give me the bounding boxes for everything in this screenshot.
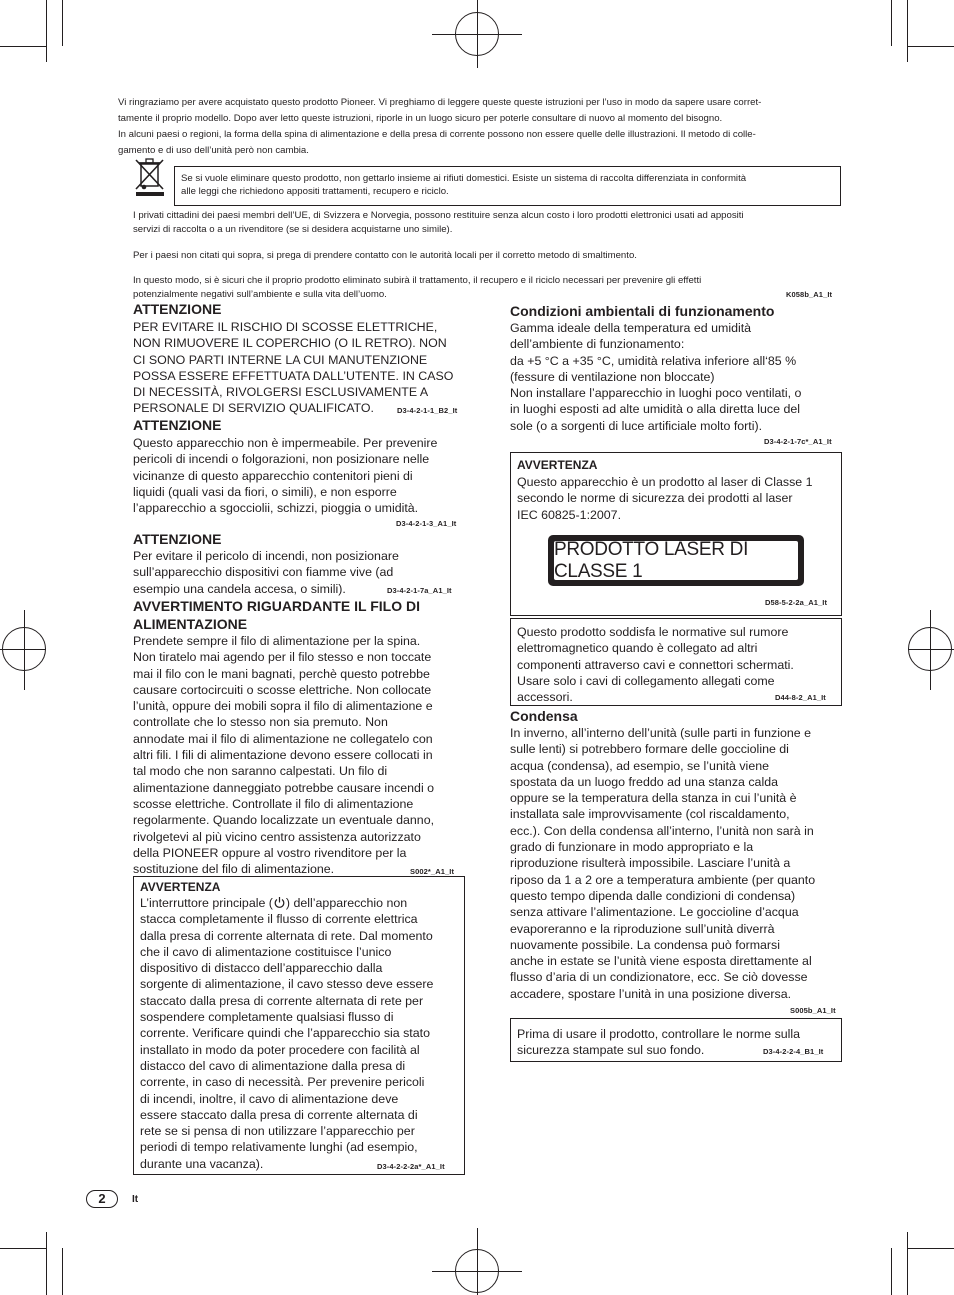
intro-line: tamente il proprio modello. Dopo aver letto queste istruzioni, riporle in un luogo sicuro per poterle consultare di nuovo al momento del bisogno.: [118, 113, 723, 124]
text-line: della PIONEER oppure al vostro rivenditore per la: [133, 845, 407, 860]
power-cord-heading: [133, 597, 468, 633]
text-line: Prima di usare il prodotto, controllare le norme sulla: [517, 1027, 801, 1041]
text-line: accessori.: [517, 690, 573, 705]
text-line: anche in estate se l’unità viene esposta direttamente al: [510, 954, 812, 969]
weee-paragraph: [133, 209, 843, 236]
power-standby-icon: [273, 896, 286, 909]
reference-code: D3-4-2-2-4_B1_It: [763, 1047, 824, 1056]
text-line: ecc.). Con della condensa all’interno, l’unità non sarà in: [510, 823, 814, 838]
text-line: sospendere completamente qualsiasi flusso di: [140, 1010, 394, 1025]
attenzione-heading: ATTENZIONE: [133, 531, 222, 547]
reference-code: D3-4-2-1-1_B2_It: [397, 406, 458, 415]
environment-heading: Condizioni ambientali di funzionamento: [510, 303, 775, 319]
weee-box-line: Se si vuole eliminare questo prodotto, non gettarlo insieme ai rifiuti domestici. Esiste un sistema di raccolta differenziata in conformità: [181, 173, 747, 184]
text-line: sulle lenti) si potrebbero formare delle goccioline di: [510, 742, 789, 757]
text-line: POSSA ESSERE EFFETTUATA DALL’UTENTE. IN CASO: [133, 368, 454, 383]
text-line: controllate che lo stesso non sia premuto. Non: [133, 715, 388, 730]
text-line: spostata da un luogo freddo ad una stanza calda: [510, 774, 778, 789]
power-cord-text: [133, 633, 468, 877]
attenzione-water-text: [133, 435, 468, 516]
text-line: rivolgetevi al più vicino centro assistenza autorizzato: [133, 829, 421, 844]
reference-code: D58-5-2-2a_A1_It: [765, 598, 828, 607]
intro-line: In alcuni paesi o regioni, la forma della spina di alimentazione e della presa di corrente possono non essere quelle delle illustrazioni. Il metodo di colle-: [118, 129, 756, 140]
text-line: Non installare l’apparecchio in luoghi poco ventilati, o: [510, 386, 802, 401]
text-line: altri fili. I fili di alimentazione devono essere collocati in: [133, 748, 433, 763]
text-line: causare cortocircuiti o scosse elettriche. Non collocate: [133, 682, 432, 697]
weee-box-line: alle leggi che richiedono appositi trattamenti, recupero e riciclo.: [181, 185, 449, 197]
text-line: rete se si pensa di non utilizzare l’apparecchio per: [140, 1124, 415, 1139]
text-line: senza attivare l’alimentazione. Le goccioline d’acqua: [510, 905, 799, 920]
text-line: l’apparecchio a sgocciolii, schizzi, pioggia o umidità.: [133, 501, 419, 516]
text-line: sull’apparecchio dispositivi con fiamme vive (ad: [133, 565, 394, 580]
avvertenza-heading: AVVERTENZA: [517, 458, 598, 472]
text-line: PER EVITARE IL RISCHIO DI SCOSSE ELETTRICHE,: [133, 320, 438, 334]
text-line: riproduzione risulterà impossibile. Lasciare l’unità a: [510, 856, 791, 871]
text-line: grado di funzionare in modo appropriato e la: [510, 840, 754, 855]
text-line: tal modo che non saranno calpestati. Un filo di: [133, 764, 388, 779]
text-line: staccato dalla presa di corrente alternata di rete per: [140, 993, 424, 1008]
weee-paragraph: [133, 274, 843, 301]
text-line: regolarmente. Quando localizzate un eventuale danno,: [133, 813, 435, 828]
emc-notice-box: [510, 618, 842, 706]
environment-text: [510, 320, 845, 434]
text-line: riposo da 1 a 2 ore a temperatura ambiente (per quanto: [510, 872, 816, 887]
text-line: stacca completamente il flusso di corrente elettrica: [140, 912, 418, 927]
weee-notice-box: [174, 166, 841, 206]
laser-class-label-text: PRODOTTO LASER DI CLASSE 1: [554, 541, 798, 580]
intro-line: Vi ringraziamo per avere acquistato questo prodotto Pioneer. Vi preghiamo di leggere queste queste istruzioni per l’uso in modo da sapere usare corret-: [118, 97, 762, 108]
text-line: Questo apparecchio è un prodotto al laser di Classe 1: [517, 475, 813, 489]
text-line: annodate mai il filo di alimentazione ne collegatelo con: [133, 731, 433, 746]
reference-code: D3-4-2-1-3_A1_It: [396, 519, 457, 528]
text-line: distacco del cavo di alimentazione dalla presa di: [140, 1058, 406, 1073]
text-line: Questo prodotto soddisfa le normative sul rumore: [517, 625, 789, 639]
weee-line: I privati cittadini dei paesi membri dell’UE, di Svizzera e Norvegia, possono restituire senza alcun costo i loro prodotti elettronici usati ad appositi: [133, 210, 744, 221]
text-line: nuovamente possibile. La condensa può formarsi: [510, 937, 781, 952]
text-line: scosse elettriche. Controllate il filo di alimentazione: [133, 796, 414, 811]
text-line: esempio una candela accesa, o simili).: [133, 581, 346, 596]
reference-code: D3-4-2-1-7c*_A1_It: [764, 437, 832, 446]
text-line: essere staccato dalla presa di corrente alternata di: [140, 1107, 418, 1122]
text-line: pericoli di incendi o folgorazioni, non posizionare nelle: [133, 452, 430, 467]
text-line: flusso d’aria di un condizionatore, ecc. Se ciò dovesse: [510, 970, 808, 985]
text-line: l’unità, oppure dei mobili sopra il filo di alimentazione e: [133, 699, 433, 714]
attenzione-shock-text: [133, 319, 468, 417]
reference-code: D3-4-2-1-7a_A1_It: [387, 586, 452, 595]
text-line: installato in modo da poter procedere con facilità al: [140, 1042, 420, 1057]
text-line: vicinanze di questo apparecchio contenitori pieni di: [133, 468, 413, 483]
text-line: che il cavo di alimentazione costituisce l’unico: [140, 944, 392, 959]
final-safety-box: [510, 1018, 842, 1062]
text-line: sostituzione del filo di alimentazione.: [133, 862, 335, 877]
text-line: (fessure di ventilazione non bloccate): [510, 369, 715, 384]
reference-code: S005b_A1_It: [790, 1006, 836, 1015]
text-line: IEC 60825-1:2007.: [517, 507, 622, 522]
text-line: PERSONALE DI SERVIZIO QUALIFICATO.: [133, 401, 374, 416]
text-line: Prendete sempre il filo di alimentazione per la spina.: [133, 634, 421, 648]
language-code: It: [132, 1194, 139, 1205]
text-line: di incendi, inoltre, il cavo di alimentazione deve: [140, 1091, 399, 1106]
text-line: Gamma ideale della temperatura ed umidità: [510, 321, 752, 335]
crossed-out-wheelie-bin-icon: [134, 156, 166, 196]
avvertenza-switch-box: [133, 876, 465, 1175]
text-line: Usare solo i cavi di collegamento allegati come: [517, 673, 775, 688]
text-line: Per evitare il pericolo di incendi, non posizionare: [133, 549, 399, 563]
heading-line: ALIMENTAZIONE: [133, 616, 248, 632]
text-line: sorgente di alimentazione, il cavo stesso deve essere: [140, 977, 434, 992]
text-line: in luoghi esposti ad alte umidità o alla diretta luce del: [510, 402, 800, 417]
text-line: acqua (condensa), ad esempio, se l’unità viene: [510, 758, 769, 773]
text-line: installata sale improvvisamente (col riscaldamento,: [510, 807, 790, 822]
text-line: da +5 °C a +35 °C, umidità relativa inferiore all‘85 %: [510, 353, 797, 368]
condensa-text: [510, 725, 845, 1002]
text-line: liquidi (quali vasi da fiori, o simili), e non esporre: [133, 484, 397, 499]
text-line: alimentazione danneggiato potrebbe causare incendi o: [133, 780, 435, 795]
text-line: DI NECESSITÀ, RIVOLGERSI ESCLUSIVAMENTE A: [133, 385, 429, 400]
text-line: dispositivo di distacco dell’apparecchio dalla: [140, 961, 383, 976]
weee-paragraph: Per i paesi non citati qui sopra, si prega di prendere contatto con le autorità locali per il corretto metodo di smaltimento.: [133, 250, 637, 261]
text-line: Questo apparecchio non è impermeabile. Per prevenire: [133, 436, 438, 450]
reference-code: D44-8-2_A1_It: [775, 693, 826, 702]
text-line: secondo le norme di sicurezza dei prodotti al laser: [517, 491, 793, 506]
text-line: evaporeranno e la riproduzione sull’unità diverrà: [510, 921, 775, 936]
text-line: sicurezza stampate sul suo fondo.: [517, 1043, 705, 1058]
attenzione-heading: ATTENZIONE: [133, 301, 222, 317]
page-number: 2: [86, 1190, 118, 1208]
text-line: dalla presa di corrente alternata di rete. Dal momento: [140, 928, 433, 943]
laser-class-label: [548, 535, 804, 586]
laser-warning-box: [510, 452, 842, 616]
text-line: durante una vacanza).: [140, 1156, 264, 1171]
reference-code: K058b_A1_It: [786, 290, 833, 299]
laser-warning-text: [517, 474, 841, 523]
reference-code: S002*_A1_It: [410, 867, 455, 876]
avvertenza-heading: AVVERTENZA: [140, 880, 221, 894]
text-span: L’interruttore principale (: [140, 896, 273, 910]
text-line: [140, 895, 464, 911]
text-line: sole (o a sorgenti di luce artificiale molto forti).: [510, 418, 763, 433]
text-line: In inverno, all’interno dell’unità (sulle parti in funzione e: [510, 726, 811, 740]
heading-line: AVVERTIMENTO RIGUARDANTE IL FILO DI: [133, 598, 421, 614]
attenzione-heading: ATTENZIONE: [133, 417, 222, 433]
weee-line: In questo modo, si è sicuri che il proprio prodotto eliminato subirà il trattamento, il recupero e il riciclo necessari per prevenire gli effetti: [133, 275, 702, 286]
text-line: periodi di tempo relativamente lunghi (ad esempio,: [140, 1140, 418, 1155]
text-line: componenti attraverso cavi e connettori schermati.: [517, 657, 794, 672]
avvertenza-switch-text: [140, 895, 464, 1172]
text-line: Non tiratelo mai agendo per il filo stesso e non toccate: [133, 650, 432, 665]
text-line: corrente, in caso di necessità. Per prevenire pericoli: [140, 1075, 425, 1090]
text-line: mai il filo con le mani bagnati, perchè questo potrebbe: [133, 666, 430, 681]
text-line: dell’ambiente di funzionamento:: [510, 337, 685, 352]
text-line: accadere, spostare l’unità in una posizione diversa.: [510, 986, 792, 1001]
condensa-heading: Condensa: [510, 708, 578, 724]
text-line: oppure se la temperatura della stanza in cui l’unità è: [510, 791, 797, 806]
text-line: NON RIMUOVERE IL COPERCHIO (O IL RETRO). NON: [133, 336, 447, 351]
text-line: questo tempo dipenda dalle condizioni di condensa): [510, 888, 796, 903]
intro-text: [118, 95, 860, 159]
weee-line: servizi di raccolta o a un rivenditore (se si desidera acquistarne uno simile).: [133, 223, 453, 235]
reference-code: D3-4-2-2-2a*_A1_It: [377, 1162, 445, 1171]
text-line: corrente. Verificare quindi che l’apparecchio sia stato: [140, 1026, 430, 1041]
text-span: ) dell’apparecchio non: [285, 896, 408, 910]
weee-line: potenzialmente negativi sull’ambiente e sulla vita dell’uomo.: [133, 288, 387, 300]
text-line: CI SONO PARTI INTERNE LA CUI MANUTENZIONE: [133, 352, 428, 367]
text-line: elettromagnetico quando è collegato ad altri: [517, 641, 758, 656]
intro-line: gamento e di uso dell’unità però non cambia.: [118, 145, 309, 156]
